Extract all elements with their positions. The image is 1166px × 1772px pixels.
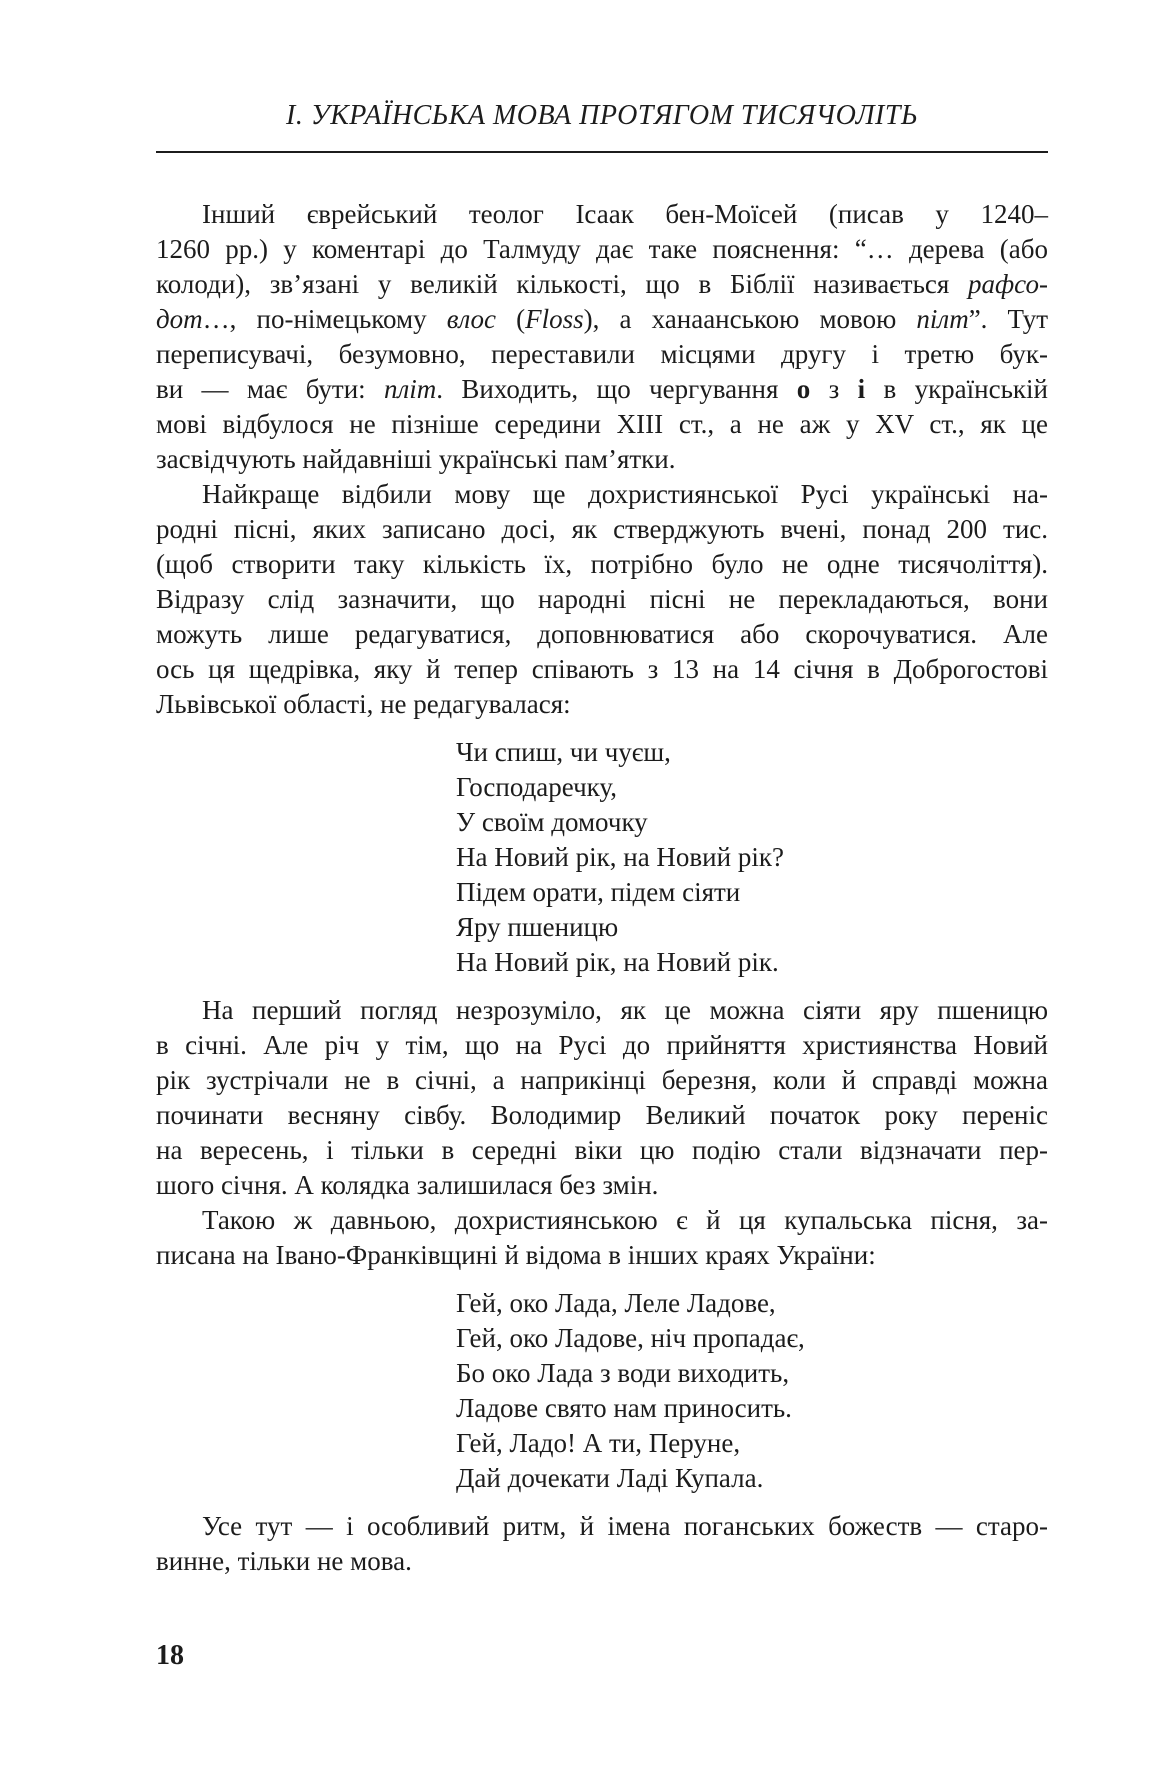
text-line bbox=[156, 407, 1048, 442]
text-run: з bbox=[810, 374, 858, 404]
verse-block bbox=[456, 735, 1048, 980]
text-run: Усе тут — і особливий ритм, й імена поганських божеств — старо- bbox=[202, 1511, 1048, 1541]
text-line bbox=[156, 442, 1048, 477]
text-line bbox=[156, 512, 1048, 547]
text-line bbox=[156, 652, 1048, 687]
text-run: винне, тільки не мова. bbox=[156, 1546, 412, 1576]
text-line bbox=[156, 197, 1048, 232]
text-run: …, по-німецькому bbox=[202, 304, 447, 334]
text-run: (щоб створити таку кількість їх, потрібно було не одне тисячоліття). bbox=[156, 549, 1048, 579]
page-number: 18 bbox=[156, 1640, 184, 1671]
text-run: Господаречку, bbox=[456, 772, 617, 802]
text-run: У своїм домочку bbox=[456, 807, 648, 837]
text-run: можуть лише редагуватися, доповнюватися або скорочуватися. Але bbox=[156, 619, 1048, 649]
text-run: ось ця щедрівка, яку й тепер співають з 13 на 14 січня в Доброгостові bbox=[156, 654, 1048, 684]
paragraph bbox=[156, 1509, 1048, 1579]
text-line bbox=[456, 840, 1048, 875]
paragraph bbox=[156, 993, 1048, 1203]
text-run: Найкраще відбили мову ще дохристиянської Русі українські на- bbox=[202, 479, 1048, 509]
text-run: ), а ханаанською мовою bbox=[583, 304, 917, 334]
text-line bbox=[156, 1133, 1048, 1168]
text-run: ( bbox=[496, 304, 526, 334]
text-line bbox=[156, 232, 1048, 267]
text-line bbox=[156, 1098, 1048, 1133]
text-run: Ладове свято нам приносить. bbox=[456, 1393, 792, 1423]
paragraph bbox=[156, 197, 1048, 477]
text-line bbox=[156, 302, 1048, 337]
text-line bbox=[456, 1356, 1048, 1391]
text-line bbox=[156, 1238, 1048, 1273]
bold-run: о bbox=[796, 374, 811, 404]
italic-run: рафсо- bbox=[968, 269, 1048, 299]
running-header: І. УКРАЇНСЬКА МОВА ПРОТЯГОМ ТИСЯЧОЛІТЬ bbox=[286, 100, 918, 131]
text-line bbox=[156, 372, 1048, 407]
text-line bbox=[456, 770, 1048, 805]
text-run: рік зустрічали не в січні, а наприкінці березня, коли й справді можна bbox=[156, 1065, 1048, 1095]
text-run: На Новий рік, на Новий рік. bbox=[456, 947, 779, 977]
text-line bbox=[456, 910, 1048, 945]
text-run: переписувачі, безумовно, переставили місцями другу і третю бук- bbox=[156, 339, 1048, 369]
text-line bbox=[156, 993, 1048, 1028]
text-line bbox=[156, 547, 1048, 582]
text-line bbox=[456, 1461, 1048, 1496]
text-line bbox=[156, 337, 1048, 372]
text-line bbox=[156, 1544, 1048, 1579]
text-run: колоди), зв’язані у великій кількості, що в Біблії називається bbox=[156, 269, 969, 299]
italic-run: дот bbox=[156, 304, 203, 334]
italic-run: пліт bbox=[384, 374, 437, 404]
italic-run: влос bbox=[446, 304, 497, 334]
text-run: ”. Тут bbox=[968, 304, 1049, 334]
text-run: На перший погляд незрозуміло, як це можна сіяти яру пшеницю bbox=[202, 995, 1048, 1025]
text-body bbox=[156, 197, 1048, 1579]
text-line bbox=[156, 1063, 1048, 1098]
text-line bbox=[456, 945, 1048, 980]
text-run: Відразу слід зазначити, що народні пісні не перекладаються, вони bbox=[156, 584, 1048, 614]
text-run: Чи спиш, чи чуєш, bbox=[456, 737, 671, 767]
text-run: Львівської області, не редагувалася: bbox=[156, 689, 571, 719]
text-line bbox=[456, 1321, 1048, 1356]
text-run: Гей, око Ладове, ніч пропадає, bbox=[456, 1323, 805, 1353]
text-run: родні пісні, яких записано досі, як стверджують вчені, понад 200 тис. bbox=[156, 514, 1048, 544]
text-line bbox=[456, 735, 1048, 770]
text-line bbox=[156, 1168, 1048, 1203]
text-run: Підем орати, підем сіяти bbox=[456, 877, 741, 907]
italic-run: пілт bbox=[916, 304, 969, 334]
text-line bbox=[156, 582, 1048, 617]
header-rule bbox=[156, 151, 1048, 153]
text-line bbox=[456, 1286, 1048, 1321]
text-run: мові відбулося не пізніше середини XIII ст., а не аж у XV ст., як це bbox=[156, 409, 1048, 439]
text-line bbox=[156, 1203, 1048, 1238]
text-run: Гей, око Лада, Леле Ладове, bbox=[456, 1288, 776, 1318]
text-run: Такою ж давньою, дохристиянською є й ця купальська пісня, за- bbox=[202, 1205, 1048, 1235]
bold-run: і bbox=[857, 374, 866, 404]
verse-block bbox=[456, 1286, 1048, 1496]
text-run: в січні. Але річ у тім, що на Русі до прийняття християнства Новий bbox=[156, 1030, 1048, 1060]
text-run: в українській bbox=[865, 374, 1048, 404]
text-line bbox=[156, 617, 1048, 652]
text-line bbox=[456, 1426, 1048, 1461]
text-line bbox=[156, 477, 1048, 512]
text-run: Яру пшеницю bbox=[456, 912, 619, 942]
paragraph bbox=[156, 1203, 1048, 1273]
italic-run: Floss bbox=[525, 304, 584, 334]
text-line bbox=[156, 687, 1048, 722]
text-run: Дай дочекати Ладі Купала. bbox=[456, 1463, 764, 1493]
text-run: писана на Івано-Франківщині й відома в інших краях України: bbox=[156, 1240, 876, 1270]
text-run: починати весняну сівбу. Володимир Великий початок року переніс bbox=[156, 1100, 1048, 1130]
text-line bbox=[456, 805, 1048, 840]
text-line bbox=[156, 1509, 1048, 1544]
text-run: Гей, Ладо! А ти, Перуне, bbox=[456, 1428, 741, 1458]
text-run: на вересень, і тільки в середні віки цю подію стали відзначати пер- bbox=[156, 1135, 1048, 1165]
text-run: шого січня. А колядка залишилася без змін. bbox=[156, 1170, 659, 1200]
text-run: засвідчують найдавніші українські пам’ятки. bbox=[156, 444, 676, 474]
text-line bbox=[456, 875, 1048, 910]
text-run: Інший єврейський теолог Ісаак бен-Моїсей (писав у 1240– bbox=[202, 199, 1048, 229]
paragraph bbox=[156, 477, 1048, 722]
text-run: ви — має бути: bbox=[156, 374, 385, 404]
text-line bbox=[456, 1391, 1048, 1426]
text-line bbox=[156, 1028, 1048, 1063]
text-line bbox=[156, 267, 1048, 302]
text-run: 1260 рр.) у коментарі до Талмуду дає таке пояснення: “… дерева (або bbox=[156, 234, 1048, 264]
text-run: Бо око Лада з води виходить, bbox=[456, 1358, 790, 1388]
text-run: На Новий рік, на Новий рік? bbox=[456, 842, 784, 872]
text-run: . Виходить, що чергування bbox=[436, 374, 797, 404]
